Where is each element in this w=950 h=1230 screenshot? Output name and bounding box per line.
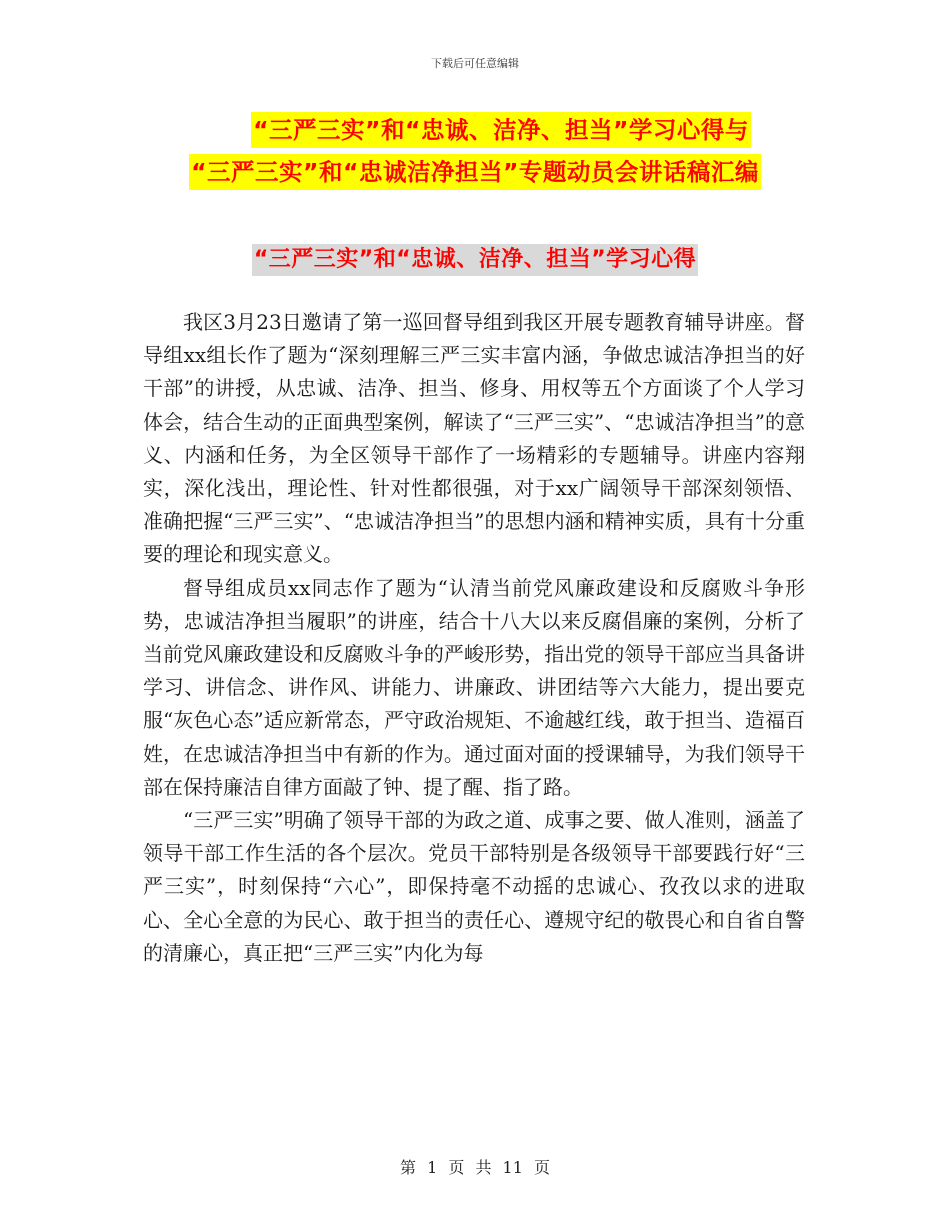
paragraph-3: “三严三实”明确了领导干部的为政之道、成事之要、做人准则，涵盖了领导干部工作生活的各个层次。党员干部特别是各级领导干部要践行好“三严三实”，时刻保持“六心”，即保持毫不动摇的忠诚心、孜孜以求的进取心、全心全意的为民心、敢于担当的责任心、遵规守纪的敬畏心和自省自警的清廉心，真正把“三严三实”内化为每 [143, 808, 805, 965]
paragraph-2: 督导组成员xx同志作了题为“认清当前党风廉政建设和反腐败斗争形势，忠诚洁净担当履职”的讲座，结合十八大以来反腐倡廉的案例，分析了当前党风廉政建设和反腐败斗争的严峻形势，指出党的领导干部应当具备讲学习、讲信念、讲作风、讲能力、讲廉政、讲团结等六大能力，提出要克服“灰色心态”适应新常态，严守政治规矩、不逾越红线，敢于担当、造福百姓，在忠诚洁净担当中有新的作为。通过面对面的授课辅导，为我们领导干部在保持廉洁自律方面敲了钟、提了醒、指了路。 [143, 575, 805, 799]
page-header-note: 下载后可任意编辑 [431, 57, 519, 70]
body-text [143, 306, 805, 970]
document-title [0, 112, 950, 190]
section-heading [0, 244, 950, 276]
paragraph-1: 我区3月23日邀请了第一巡回督导组到我区开展专题教育辅导讲座。督导组xx组长作了题为“深刻理解三严三实丰富内涵，争做忠诚洁净担当的好干部”的讲授，从忠诚、洁净、担当、修身、用权等五个方面谈了个人学习体会，结合生动的正面典型案例，解读了“三严三实”、“忠诚洁净担当”的意义、内涵和任务，为全区领导干部作了一场精彩的专题辅导。讲座内容翔实，深化浅出，理论性、针对性都很强，对于xx广阔领导干部深刻领悟、准确把握“三严三实”、“忠诚洁净担当”的思想内涵和精神实质，具有十分重要的理论和现实意义。 [143, 310, 805, 567]
title-line-1: “三严三实”和“忠诚、洁净、担当”学习心得与 [251, 112, 751, 148]
page-footer: 第 1 页 共 11 页 [400, 1158, 550, 1177]
title-line-2: “三严三实”和“忠诚洁净担当”专题动员会讲话稿汇编 [189, 154, 761, 190]
section-heading-text: “三严三实”和“忠诚、洁净、担当”学习心得 [252, 244, 698, 276]
